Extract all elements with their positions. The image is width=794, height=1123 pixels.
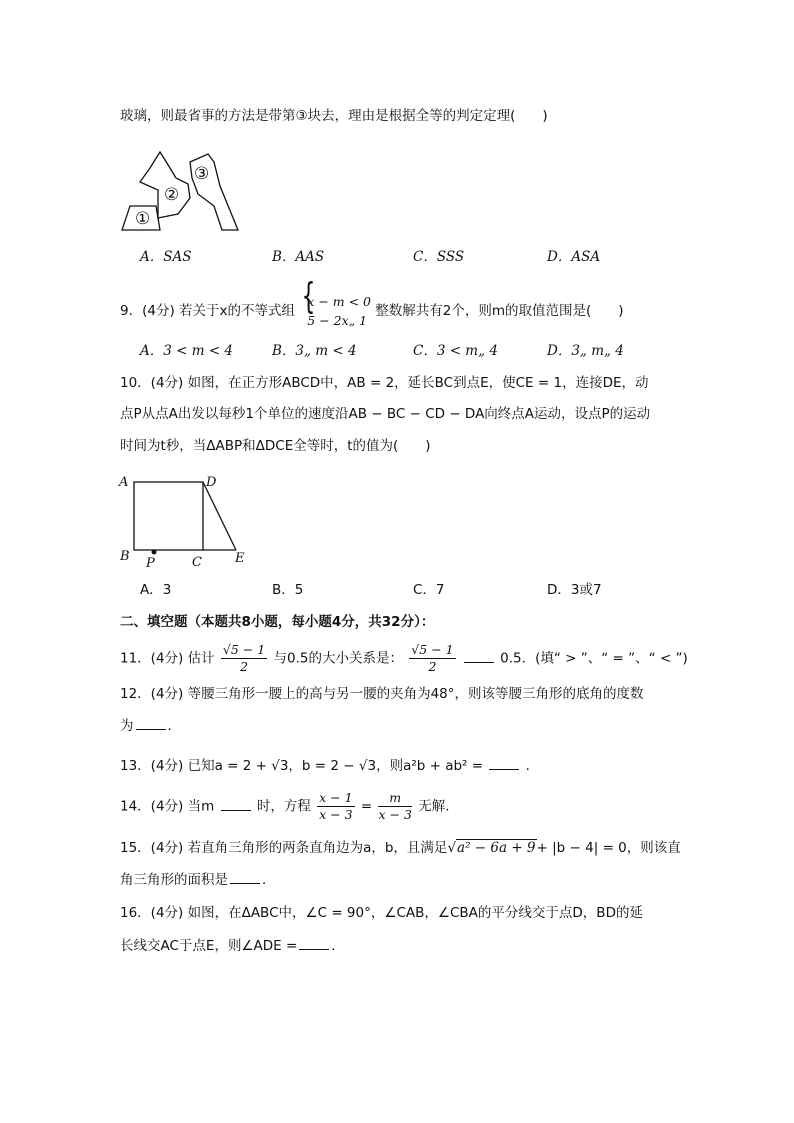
q11-frac1-den: 2 — [240, 659, 249, 674]
q11-frac2-num: √5 − 1 — [411, 642, 454, 657]
q10-square-figure — [116, 472, 252, 572]
q13-prefix: 13．(4分) 已知a = 2 + √3，b = 2 − √3，则a²b + ab² = — [120, 758, 484, 774]
q13-answer-blank[interactable] — [489, 756, 519, 770]
q16-answer-blank[interactable] — [299, 936, 329, 950]
q15-line2-suffix: ． — [262, 872, 276, 888]
q10-option-d[interactable]: D．3或7 — [547, 582, 602, 598]
q16-line2 — [120, 936, 345, 956]
q11-frac1-num: √5 − 1 — [222, 642, 266, 657]
q12-line2-prefix: 为 — [120, 718, 134, 734]
q11-suffix: 0.5．(填“ > ”、“ = ”、“ < ”) — [500, 650, 688, 667]
q10-option-a[interactable]: A．3 — [140, 582, 172, 598]
q12-line1: 12．(4分) 等腰三角形一腰上的高与另一腰的夹角为48°，则该等腰三角形的底角的度数 — [120, 686, 644, 702]
q10-line1: 10．(4分) 如图，在正方形ABCD中，AB = 2，延长BC到点E，使CE = 1，连接DE，动 — [120, 375, 649, 391]
label-p: P — [146, 556, 155, 571]
q14-suffix: 无解． — [418, 798, 459, 815]
q9-option-b[interactable]: B．3„ m < 4 — [272, 343, 357, 359]
q15-answer-blank[interactable] — [230, 870, 260, 884]
q9-option-c[interactable]: C．3 < m„ 4 — [413, 343, 498, 359]
q11-middle: 与0.5的大小关系是： — [273, 650, 403, 667]
q13-text — [120, 756, 539, 776]
q14-frac2-den: x − 3 — [378, 807, 412, 822]
piece-2-label: ② — [164, 185, 180, 205]
label-e: E — [235, 551, 245, 566]
q16-line2-prefix: 长线交AC于点E，则∠ADE = — [120, 938, 298, 954]
label-b: B — [120, 549, 130, 564]
q15-sqrt-content: a² − 6a + 9 — [457, 840, 536, 856]
q14-frac1-num: x − 1 — [319, 790, 353, 805]
q14-middle: 时，方程 — [256, 798, 311, 815]
q10-line2: 点P从点A出发以每秒1个单位的速度沿AB − BC − CD − DA向终点A运动，设点P的运动 — [120, 406, 651, 422]
section2-heading: 二、填空题（本题共8小题，每小题4分，共32分）： — [120, 614, 435, 630]
point-p — [152, 550, 157, 555]
q14-prefix: 14．(4分) 当m — [120, 798, 215, 815]
segment-de — [203, 482, 236, 550]
q10-line3: 时间为t秒，当ΔABP和ΔDCE全等时，t的值为( ) — [120, 438, 431, 454]
q12-line2 — [120, 716, 181, 736]
q8-option-a[interactable]: A．SAS — [140, 249, 192, 265]
q15-line2 — [120, 870, 276, 890]
q14-fraction-2 — [378, 790, 411, 823]
label-c: C — [192, 555, 202, 570]
q12-line2-suffix: ． — [167, 718, 181, 734]
label-d: D — [206, 475, 217, 490]
q8-option-b[interactable]: B．AAS — [272, 249, 325, 265]
piece-3-label: ③ — [194, 164, 210, 184]
q9-option-a[interactable]: A．3 < m < 4 — [140, 343, 234, 359]
q9-sys-line1: { x − m < 0 — [307, 294, 371, 309]
q13-suffix: ． — [525, 758, 540, 774]
q10-option-b[interactable]: B．5 — [272, 582, 304, 598]
q14-frac2-num: m — [378, 790, 411, 807]
q14-frac1-den: x − 3 — [319, 807, 353, 822]
q15-line2-prefix: 角三角形的面积是 — [120, 872, 228, 888]
q11-prefix: 11．(4分) 估计 — [120, 650, 215, 667]
q15-line1-suffix: + |b − 4| = 0，则该直 — [536, 840, 681, 856]
q10-option-c[interactable]: C．7 — [413, 582, 445, 598]
q15-line1 — [120, 838, 681, 858]
q11-text — [120, 642, 688, 675]
q14-fraction-1 — [317, 790, 354, 823]
q9-sys-line2: 5 − 2x„ 1 — [307, 313, 368, 328]
q15-sqrt: √a² − 6a + 9 — [447, 840, 536, 856]
q14-answer-blank[interactable] — [221, 797, 251, 811]
label-a: A — [119, 475, 129, 490]
q12-answer-blank[interactable] — [136, 716, 166, 730]
q11-fraction-2 — [409, 642, 455, 675]
q8-glass-pieces-figure — [118, 148, 244, 234]
q8-text: 玻璃，则最省事的方法是带第③块去，理由是根据全等的判定定理( ) — [120, 108, 548, 124]
q14-text — [120, 790, 459, 823]
q9-inequality-system — [299, 292, 371, 330]
q8-option-d[interactable]: D．ASA — [547, 249, 601, 265]
q8-option-c[interactable]: C．SSS — [413, 249, 465, 265]
q9-option-d[interactable]: D．3„ m„ 4 — [547, 343, 624, 359]
q15-line1-prefix: 15．(4分) 若直角三角形的两条直角边为a，b，且满足 — [120, 840, 448, 856]
q9-prefix: 9．(4分) 若关于x的不等式组 — [120, 303, 295, 319]
q9-text — [120, 292, 624, 330]
piece-1-label: ① — [135, 209, 151, 229]
q16-line2-suffix: ． — [331, 938, 345, 954]
q11-fraction-1 — [221, 642, 267, 675]
square-abcd — [134, 482, 203, 550]
q11-frac2-den: 2 — [428, 659, 437, 674]
q14-eq: = — [360, 798, 373, 815]
q11-answer-blank[interactable] — [464, 649, 494, 663]
q16-line1: 16．(4分) 如图，在ΔABC中，∠C = 90°，∠CAB，∠CBA的平分线交于点D，BD的延 — [120, 905, 643, 921]
q9-suffix: 整数解共有2个，则m的取值范围是( ) — [375, 303, 624, 319]
